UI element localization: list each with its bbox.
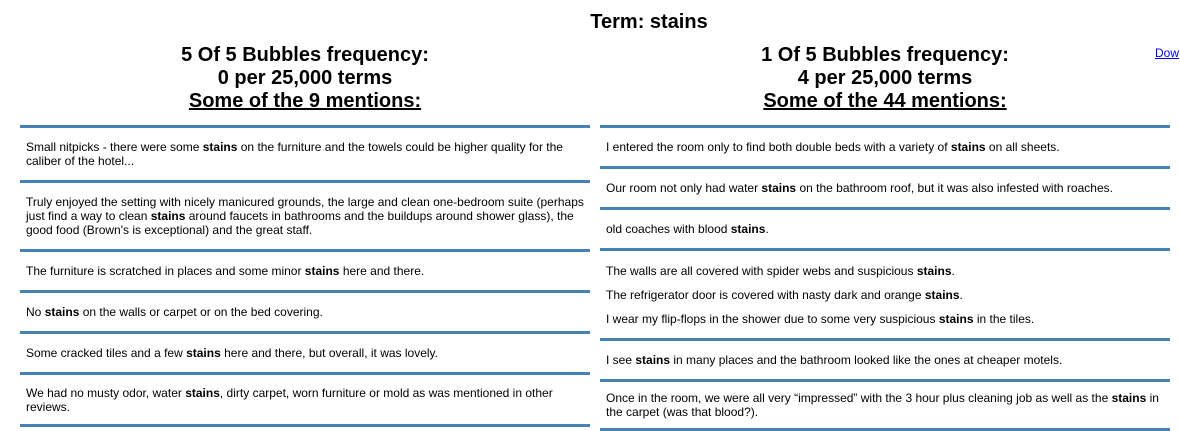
mention-snippet [20, 180, 590, 249]
mention-snippet [600, 379, 1170, 431]
highlighted-term: stains [1111, 391, 1147, 405]
mention-text-after: , dirty carpet, worn furniture or mold as was mentioned in other reviews. [26, 385, 553, 414]
mention-text-after: . [765, 222, 769, 236]
term-title: Term: stains [590, 11, 708, 33]
mention-text [606, 264, 1164, 278]
mention-snippet [600, 207, 1170, 248]
highlighted-term: stains [938, 311, 974, 326]
mention-text-before: The furniture is scratched in places and some minor [26, 264, 305, 278]
mention-text [26, 264, 584, 278]
mention-text-before: The refrigerator door is covered with nasty dark and orange [606, 287, 925, 302]
highlighted-term: stains [730, 222, 766, 236]
mention-text-after: . [959, 287, 963, 302]
mention-text [606, 312, 1164, 326]
mention-text [26, 346, 584, 360]
mention-text-after: . [951, 263, 955, 278]
mention-text-before: I entered the room only to find both double beds with a variety of [606, 140, 951, 154]
mention-text-before: I wear my flip-flops in the shower due to some very suspicious [606, 311, 939, 326]
mention-text [26, 195, 584, 237]
mention-text-after: on the bathroom roof, but it was also infested with roaches. [796, 181, 1113, 195]
highlighted-term: stains [150, 209, 186, 223]
highlighted-term: stains [916, 263, 952, 278]
left-frequency-heading: 5 Of 5 Bubbles frequency: [181, 44, 429, 66]
right-frequency-value: 4 per 25,000 terms [797, 67, 973, 89]
highlighted-term: stains [185, 385, 220, 400]
right-frequency-heading: 1 Of 5 Bubbles frequency: [761, 44, 1009, 66]
mention-text [606, 288, 1164, 302]
mention-text-after: here and there. [339, 264, 425, 278]
mention-text [606, 181, 1164, 195]
download-link[interactable]: Dow [1155, 46, 1180, 60]
mention-text-before: I see [606, 353, 636, 367]
mention-snippet [20, 249, 590, 290]
mention-text [26, 386, 584, 414]
right-column [600, 44, 1170, 431]
mention-text-after: on the furniture and the towels could be higher quality for the caliber of the hotel... [26, 140, 563, 168]
mention-text-after: around faucets in bathrooms and the buildups around shower glass), the good food (Brown's is exceptional) and the great staff. [26, 209, 574, 237]
mention-text [606, 353, 1164, 367]
highlighted-term: stains [761, 181, 797, 195]
mention-text-after: on the walls or carpet or on the bed covering. [79, 305, 323, 319]
mention-text [606, 391, 1164, 419]
mention-text-before: No [26, 305, 45, 319]
highlighted-term: stains [202, 140, 238, 154]
highlighted-term: stains [44, 305, 80, 319]
mention-text-before: Once in the room, we were all very “impressed” with the 3 hour plus cleaning job as well as the [606, 391, 1112, 405]
highlighted-term: stains [304, 264, 340, 278]
right-column-header [600, 44, 1170, 122]
mention-text [606, 140, 1164, 154]
mention-text [26, 140, 584, 168]
mention-snippet [20, 331, 590, 372]
left-mentions-heading: Some of the 9 mentions: [188, 90, 422, 112]
highlighted-term: stains [924, 287, 960, 302]
right-snippet-list [600, 125, 1170, 431]
highlighted-term: stains [950, 140, 986, 154]
mention-text-after: in the carpet (was that blood?). [606, 391, 1159, 419]
mention-text [606, 222, 1164, 236]
mention-snippet [600, 125, 1170, 166]
left-column-header [20, 44, 590, 122]
mention-text-before: Truly enjoyed the setting with nicely manicured grounds, the large and clean one-bedroom suite (perhaps just find a way to clean [26, 195, 584, 223]
mention-text-after: on all sheets. [985, 140, 1060, 154]
mention-text-after: here and there, but overall, it was lovely. [220, 346, 438, 360]
mention-snippet [20, 372, 590, 427]
mention-text-before: old coaches with blood [606, 222, 731, 236]
mention-snippet [20, 290, 590, 331]
highlighted-term: stains [186, 346, 221, 360]
mention-snippet [20, 125, 590, 180]
left-frequency-value: 0 per 25,000 terms [217, 67, 393, 89]
mention-text-after: in many places and the bathroom looked like the ones at cheaper motels. [670, 353, 1063, 367]
highlighted-term: stains [635, 353, 671, 367]
mention-text-before: The walls are all covered with spider webs and suspicious [606, 263, 917, 278]
mention-snippet [600, 248, 1170, 338]
right-mentions-heading: Some of the 44 mentions: [763, 90, 1007, 112]
left-snippet-list [20, 125, 590, 427]
mention-text-before: We had no musty odor, water [26, 385, 186, 400]
mention-text-after: in the tiles. [973, 311, 1035, 326]
mention-text [26, 305, 584, 319]
mention-text-before: Our room not only had water [606, 181, 762, 195]
mention-text-before: Some cracked tiles and a few [26, 346, 187, 360]
left-column [20, 44, 590, 427]
mention-snippet [600, 166, 1170, 207]
mention-snippet [600, 338, 1170, 379]
mention-text-before: Small nitpicks - there were some [26, 140, 203, 154]
